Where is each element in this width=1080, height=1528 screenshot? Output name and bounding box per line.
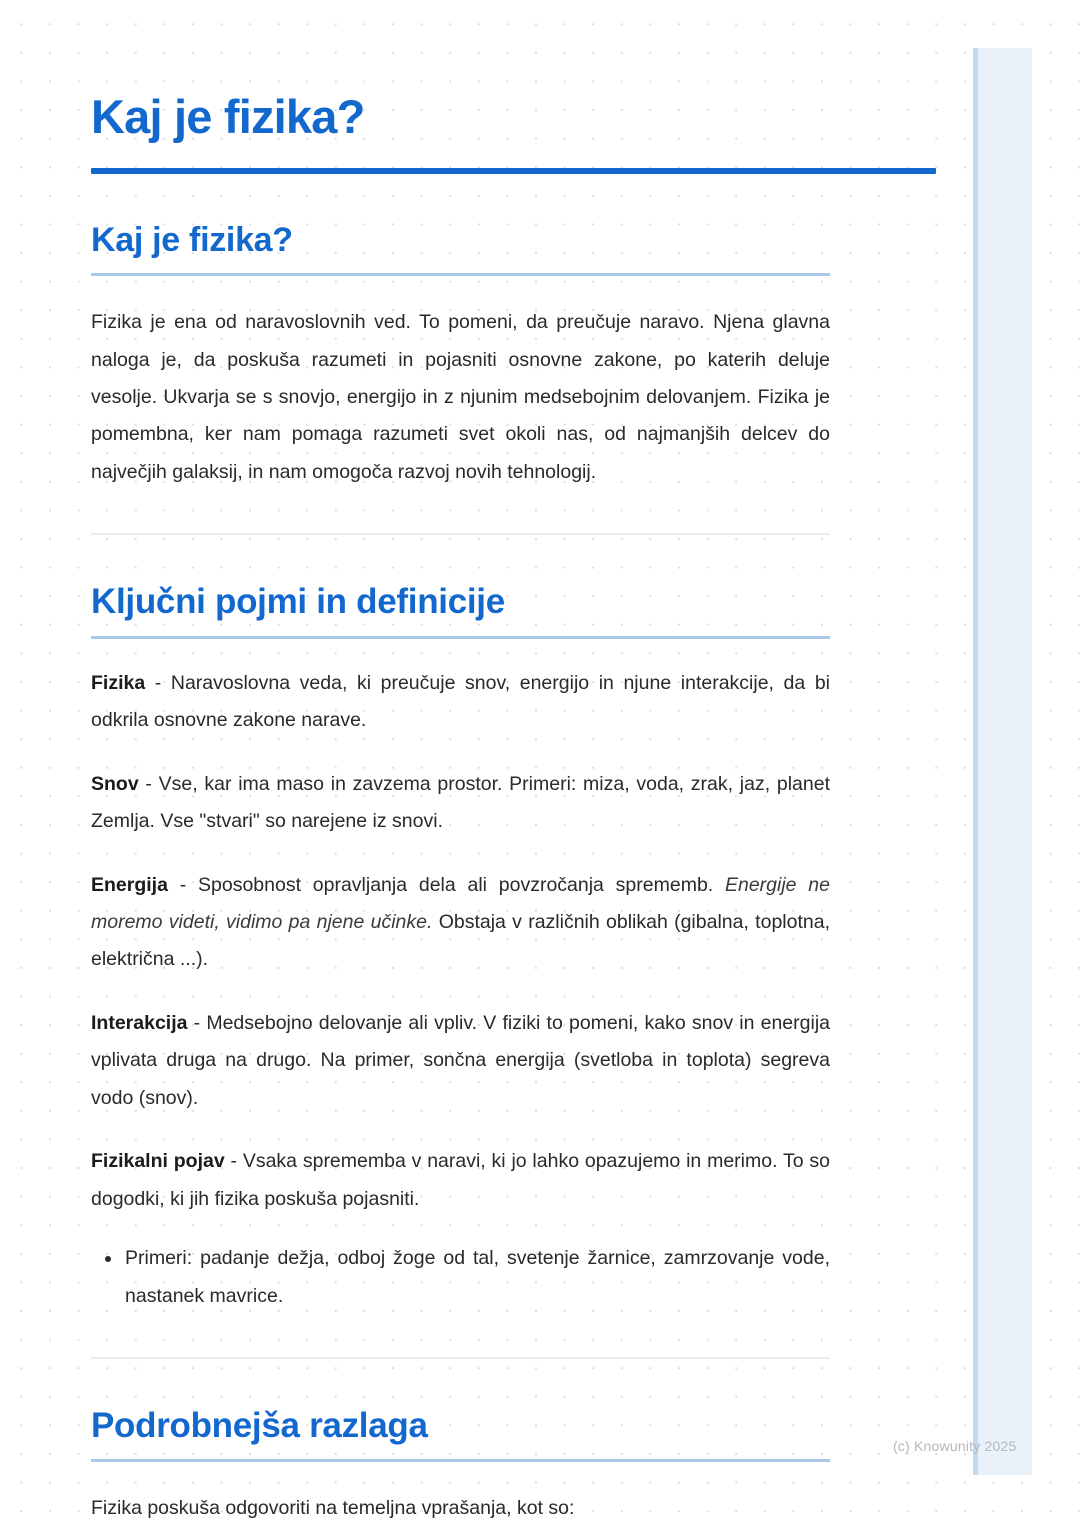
definition-text: Naravoslovna veda, ki preučuje snov, energijo in njune interakcije, da bi odkrila osnovne zakone narave. xyxy=(91,671,830,732)
definition-dash: - xyxy=(167,873,198,896)
decorative-side-panel-edge xyxy=(973,48,978,1475)
definition-term: Energija xyxy=(91,873,168,896)
definition-energija xyxy=(91,841,830,979)
definition-dash: - xyxy=(138,772,159,795)
definition-text: Vse, kar ima maso in zavzema prostor. Primeri: miza, voda, zrak, jaz, planet Zemlja. Vse "stvari" so narejene iz snovi. xyxy=(91,772,830,833)
definition-interakcija xyxy=(91,979,830,1117)
section-heading-kljucni-pojmi: Ključni pojmi in definicije xyxy=(91,582,505,622)
section-paragraph-intro: Fizika je ena od naravoslovnih ved. To pomeni, da preučuje naravo. Njena glavna naloga je, da poskuša razumeti in pojasniti osnovne zakone, po katerih deluje vesolje. Ukvarja se s snovjo, energijo in z njunim medsebojnim delovanjem. Fizika je pomembna, ker nam pomaga razumeti svet okoli nas, od najmanjših delcev do največjih galaksij, in nam omogoča razvoj novih tehnologij. xyxy=(91,311,830,483)
document-content xyxy=(91,0,936,1528)
page-title: Kaj je fizika? xyxy=(91,90,365,143)
definition-dash: - xyxy=(187,1011,207,1034)
definition-fizikalni-pojav xyxy=(91,1117,830,1218)
definition-text: Vsaka sprememba v naravi, ki jo lahko opazujemo in merimo. To so dogodki, ki jih fizika poskuša pojasniti. xyxy=(91,1150,830,1210)
definition-term: Interakcija xyxy=(91,1011,188,1034)
definition-term: Fizikalni pojav xyxy=(91,1150,225,1173)
examples-list xyxy=(91,1218,830,1315)
definition-text-before: Sposobnost opravljanja dela ali povzročanja sprememb. xyxy=(198,873,725,896)
decorative-side-panel xyxy=(973,48,1032,1475)
definition-term: Fizika xyxy=(91,671,146,694)
definition-snov xyxy=(91,740,830,841)
section-paragraph-razlaga: Fizika poskuša odgovoriti na temeljna vprašanja, kot so: xyxy=(91,1497,575,1520)
list-item: Primeri: padanje dežja, odboj žoge od tal, svetenje žarnice, zamrzovanje vode, nastanek mavrice. xyxy=(91,1240,830,1315)
definition-text: Medsebojno delovanje ali vpliv. V fiziki to pomeni, kako snov in energija vplivata druga na drugo. Na primer, sončna energija (svetloba in toplota) segreva vodo (snov). xyxy=(91,1011,830,1109)
definition-dash: - xyxy=(224,1150,243,1173)
definition-fizika xyxy=(91,639,830,740)
definition-text-after: Obstaja v različnih oblikah (gibalna, toplotna, električna ...). xyxy=(91,911,830,971)
definition-emphasis: Energije ne moremo videti, vidimo pa njene učinke. xyxy=(91,873,830,934)
definition-dash: - xyxy=(145,671,171,694)
copyright-watermark: (c) Knowunity 2025 xyxy=(893,1438,1017,1454)
definition-term: Snov xyxy=(91,772,139,795)
section-heading-kaj-je-fizika: Kaj je fizika? xyxy=(91,220,293,259)
section-heading-podrobnejsa-razlaga: Podrobnejša razlaga xyxy=(91,1405,428,1445)
